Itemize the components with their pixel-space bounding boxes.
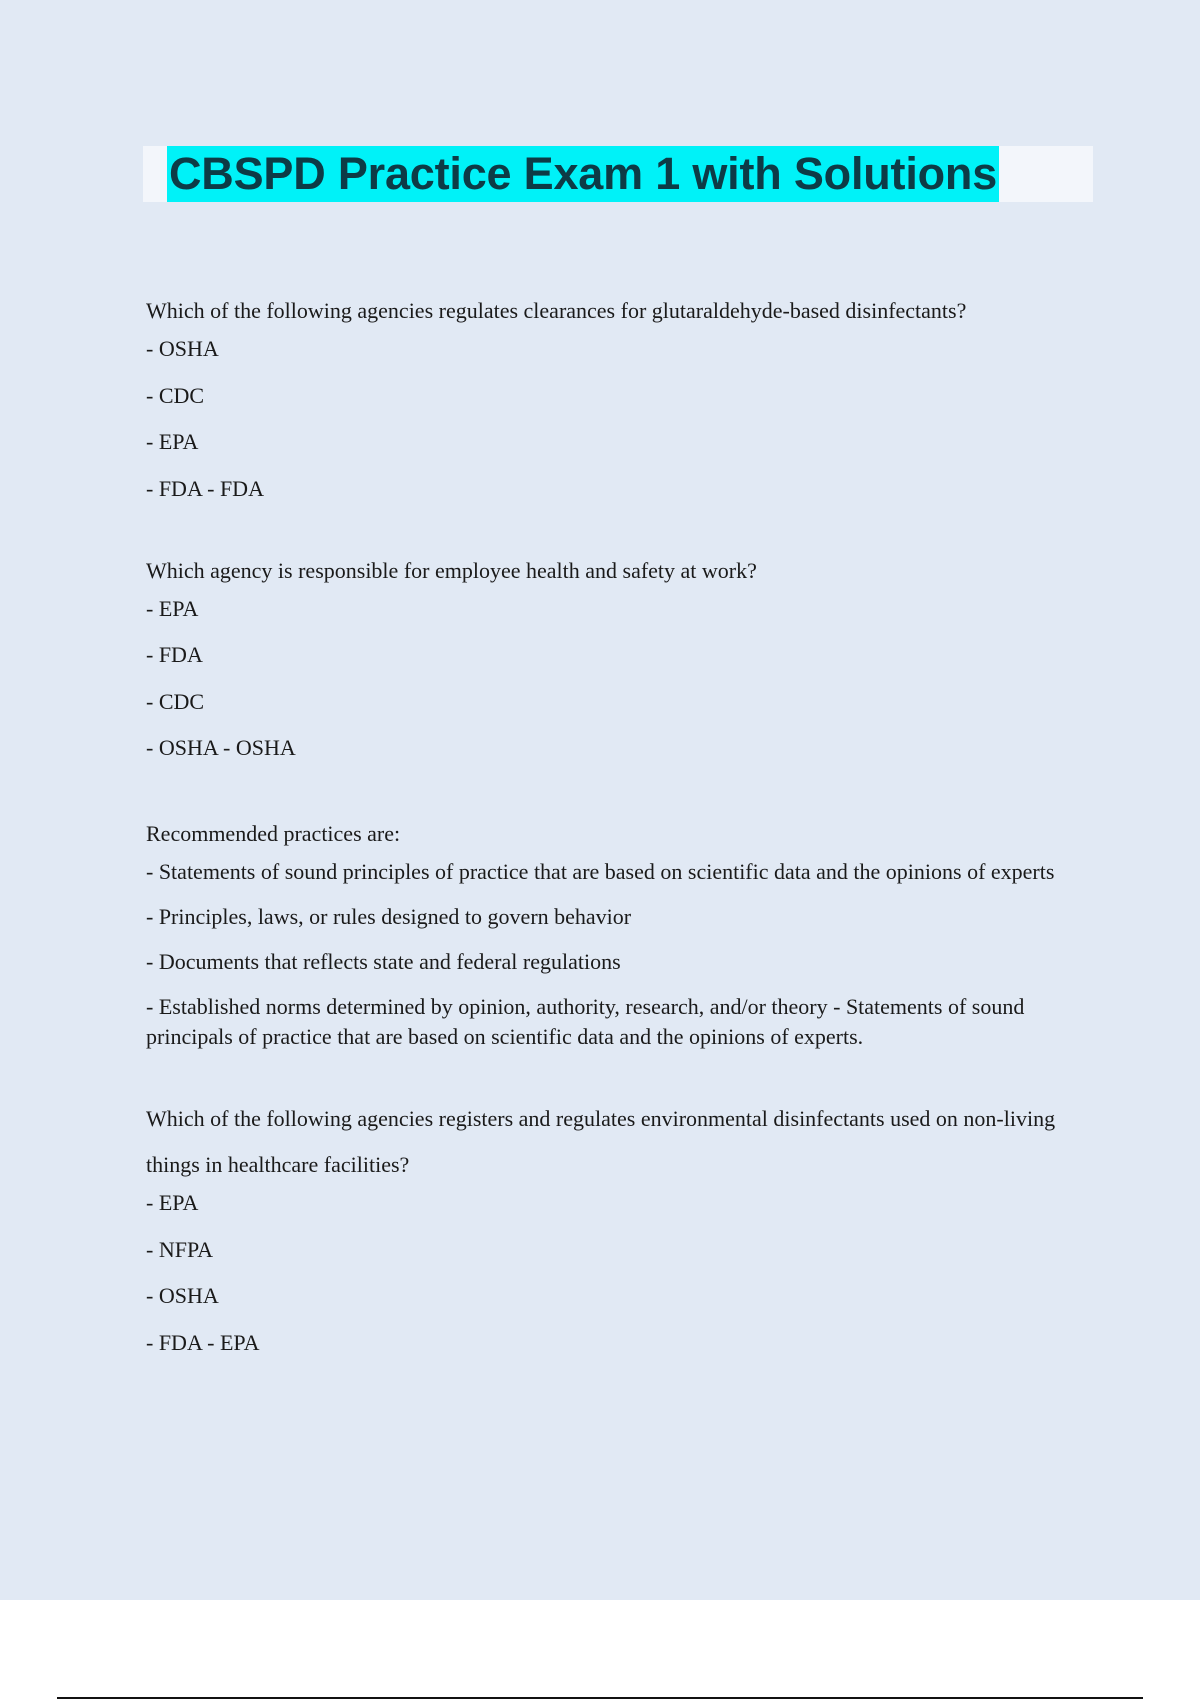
answer-option: - OSHA <box>146 1283 219 1308</box>
document-title: CBSPD Practice Exam 1 with Solutions <box>167 146 999 202</box>
question-text: Recommended practices are: <box>146 821 401 846</box>
answer-option: - Statements of sound principles of practice that are based on scientific data and the opinions of experts <box>146 859 1055 884</box>
answer-options <box>146 1188 1081 1358</box>
answer-option: - CDC <box>146 688 205 714</box>
answer-option: - FDA <box>146 642 203 667</box>
answer-option: - Documents that reflects state and federal regulations <box>146 949 621 974</box>
question-text: Which agency is responsible for employee health and safety at work? <box>146 557 757 583</box>
answer-option: - EPA <box>146 595 199 621</box>
answer-option: - FDA - FDA <box>146 475 264 501</box>
answer-options <box>146 857 1081 1052</box>
answer-option: - FDA - EPA <box>146 1329 260 1355</box>
question-text: Which of the following agencies registers and regulates environmental disinfectants used on non-living things in healthcare facilities? <box>146 1106 1056 1177</box>
answer-option: - Principles, laws, or rules designed to govern behavior <box>146 904 632 929</box>
question-block <box>146 288 1081 504</box>
answer-option: - EPA <box>146 429 199 454</box>
question-block <box>146 548 1081 764</box>
answer-option: - OSHA <box>146 336 219 361</box>
answer-option: - OSHA - OSHA <box>146 735 296 760</box>
answer-option: - NFPA <box>146 1236 214 1262</box>
footer-divider <box>57 1697 1143 1699</box>
answer-options <box>146 334 1081 504</box>
answer-option: - Established norms determined by opinion, authority, research, and/or theory - Statements of sound principals of practice that are based on scientific data and the opinions of experts. <box>146 994 1025 1049</box>
answer-option: - EPA <box>146 1190 199 1215</box>
question-text: Which of the following agencies regulates clearances for glutaraldehyde-based disinfectants? <box>146 298 967 323</box>
answer-options <box>146 594 1081 764</box>
answer-option: - CDC <box>146 382 205 408</box>
question-list <box>146 288 1081 1402</box>
question-block <box>146 1096 1081 1358</box>
question-block <box>146 811 1081 1052</box>
